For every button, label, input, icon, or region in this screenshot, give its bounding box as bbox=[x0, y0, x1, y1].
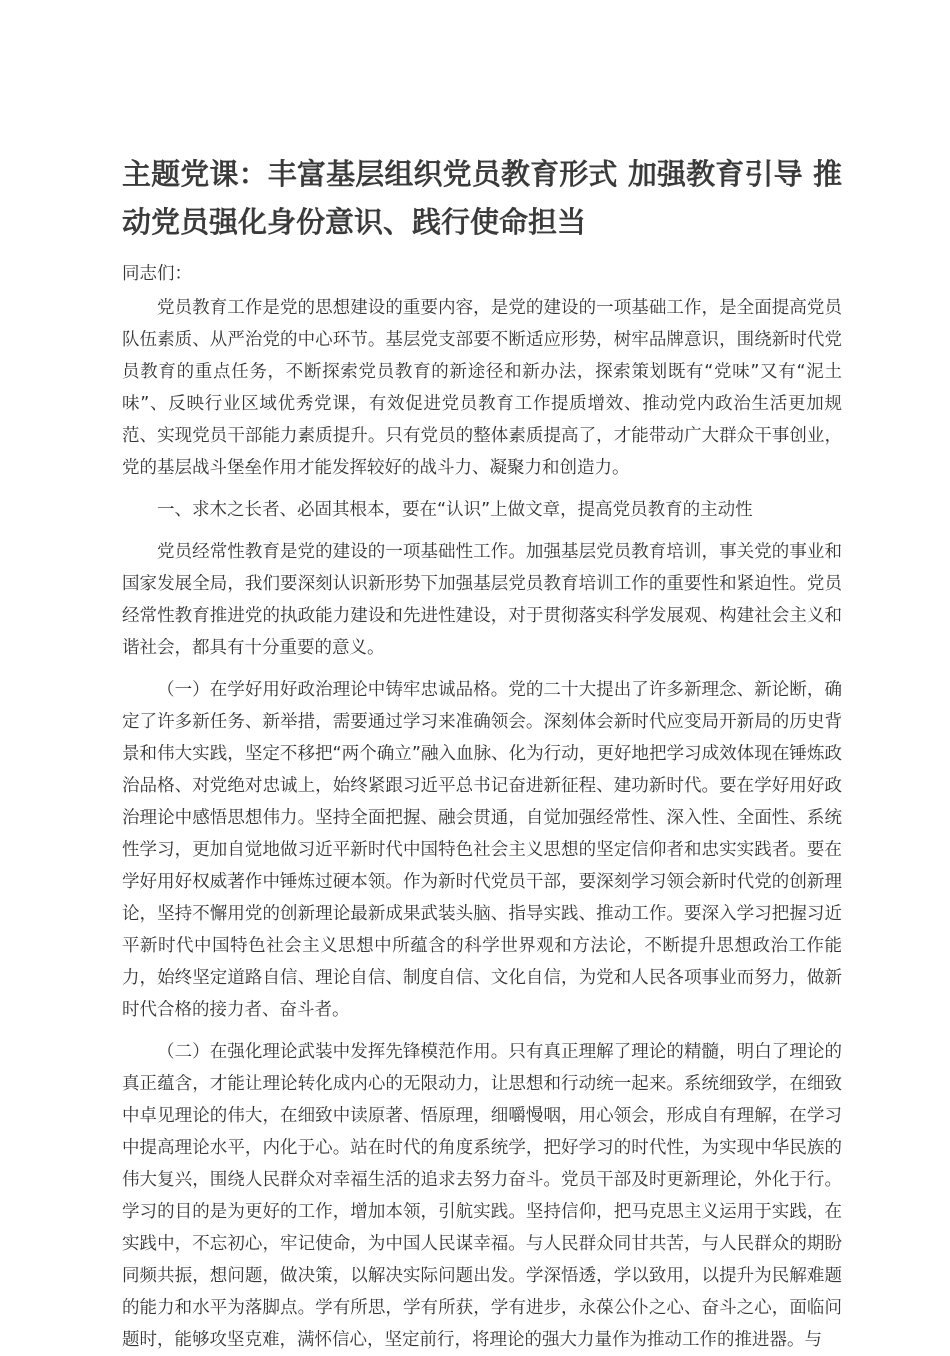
salutation: 同志们： bbox=[122, 264, 192, 284]
paragraph-subsection-1: （一）在学好用好政治理论中铸牢忠诚品格。党的二十大提出了许多新理念、新论断，确定了许多新任务、新举措，需要通过学习来准确领会。深刻体会新时代应变局开新局的历史背景和伟大实践，坚定不移把“两个确立”融入血脉、化为行动，更好地把学习成效体现在锤炼政治品格、对党绝对忠诚上，始终紧跟习近平总书记奋进新征程、建功新时代。要在学好用好政治理论中感悟思想伟力。坚持全面把握、融会贯通，自觉加强经常性、深入性、全面性、系统性学习，更加自觉地做习近平新时代中国特色社会主义思想的坚定信仰者和忠实实践者。要在学好用好权威著作中锤炼过硬本领。作为新时代党员干部，要深刻学习领会新时代党的创新理论，坚持不懈用党的创新理论最新成果武装头脑、指导实践、推动工作。要深入学习把握习近平新时代中国特色社会主义思想中所蕴含的科学世界观和方法论，不断提升思想政治工作能力，始终坚定道路自信、理论自信、制度自信、文化自信，为党和人民各项事业而努力，做新时代合格的接力者、奋斗者。 bbox=[122, 680, 842, 1020]
paragraph-subsection-2: （二）在强化理论武装中发挥先锋模范作用。只有真正理解了理论的精髓，明白了理论的真正蕴含，才能让理论转化成内心的无限动力，让思想和行动统一起来。系统细致学，在细致中卓见理论的伟大，在细致中读原著、悟原理，细嚼慢咽，用心领会，形成自有理解，在学习中提高理论水平，内化于心。站在时代的角度系统学，把好学习的时代性，为实现中华民族的伟大复兴，围绕人民群众对幸福生活的追求去努力奋斗。党员干部及时更新理论，外化于行。学习的目的是为更好的工作，增加本领，引航实践。坚持信仰，把马克思主义运用于实践，在实践中，不忘初心，牢记使命，为中国人民谋幸福。与人民群众同甘共苦，与人民群众的期盼同频共振，想问题，做决策，以解决实际问题出发。学深悟透，学以致用，以提升为民解难题的能力和水平为落脚点。学有所思，学有所获，学有进步，永葆公仆之心、奋斗之心，面临问题时，能够攻坚克难，满怀信心，坚定前行，将理论的强大力量作为推动工作的推进器。与 bbox=[122, 1042, 842, 1350]
document-title: 主题党课：丰富基层组织党员教育形式 加强教育引导 推动党员强化身份意识、践行使命担当 bbox=[122, 157, 842, 239]
document-body bbox=[122, 292, 842, 1356]
paragraph-section-1: 党员经常性教育是党的建设的一项基础性工作。加强基层党员教育培训，事关党的事业和国家发展全局，我们要深刻认识新形势下加强基层党员教育培训工作的重要性和紧迫性。党员经常性教育推进党的执政能力建设和先进性建设，对于贯彻落实科学发展观、构建社会主义和谐社会，都具有十分重要的意义。 bbox=[122, 542, 842, 658]
section-heading-1: 一、求木之长者、必固其根本，要在“认识”上做文章，提高党员教育的主动性 bbox=[157, 500, 753, 520]
paragraph-intro: 党员教育工作是党的思想建设的重要内容，是党的建设的一项基础工作，是全面提高党员队伍素质、从严治党的中心环节。基层党支部要不断适应形势，树牢品牌意识，围绕新时代党员教育的重点任务，不断探索党员教育的新途径和新办法，探索策划既有“党味”又有“泥土味”、反映行业区域优秀党课，有效促进党员教育工作提质增效、推动党内政治生活更加规范、实现党员干部能力素质提升。只有党员的整体素质提高了，才能带动广大群众干事创业，党的基层战斗堡垒作用才能发挥较好的战斗力、凝聚力和创造力。 bbox=[122, 298, 842, 478]
